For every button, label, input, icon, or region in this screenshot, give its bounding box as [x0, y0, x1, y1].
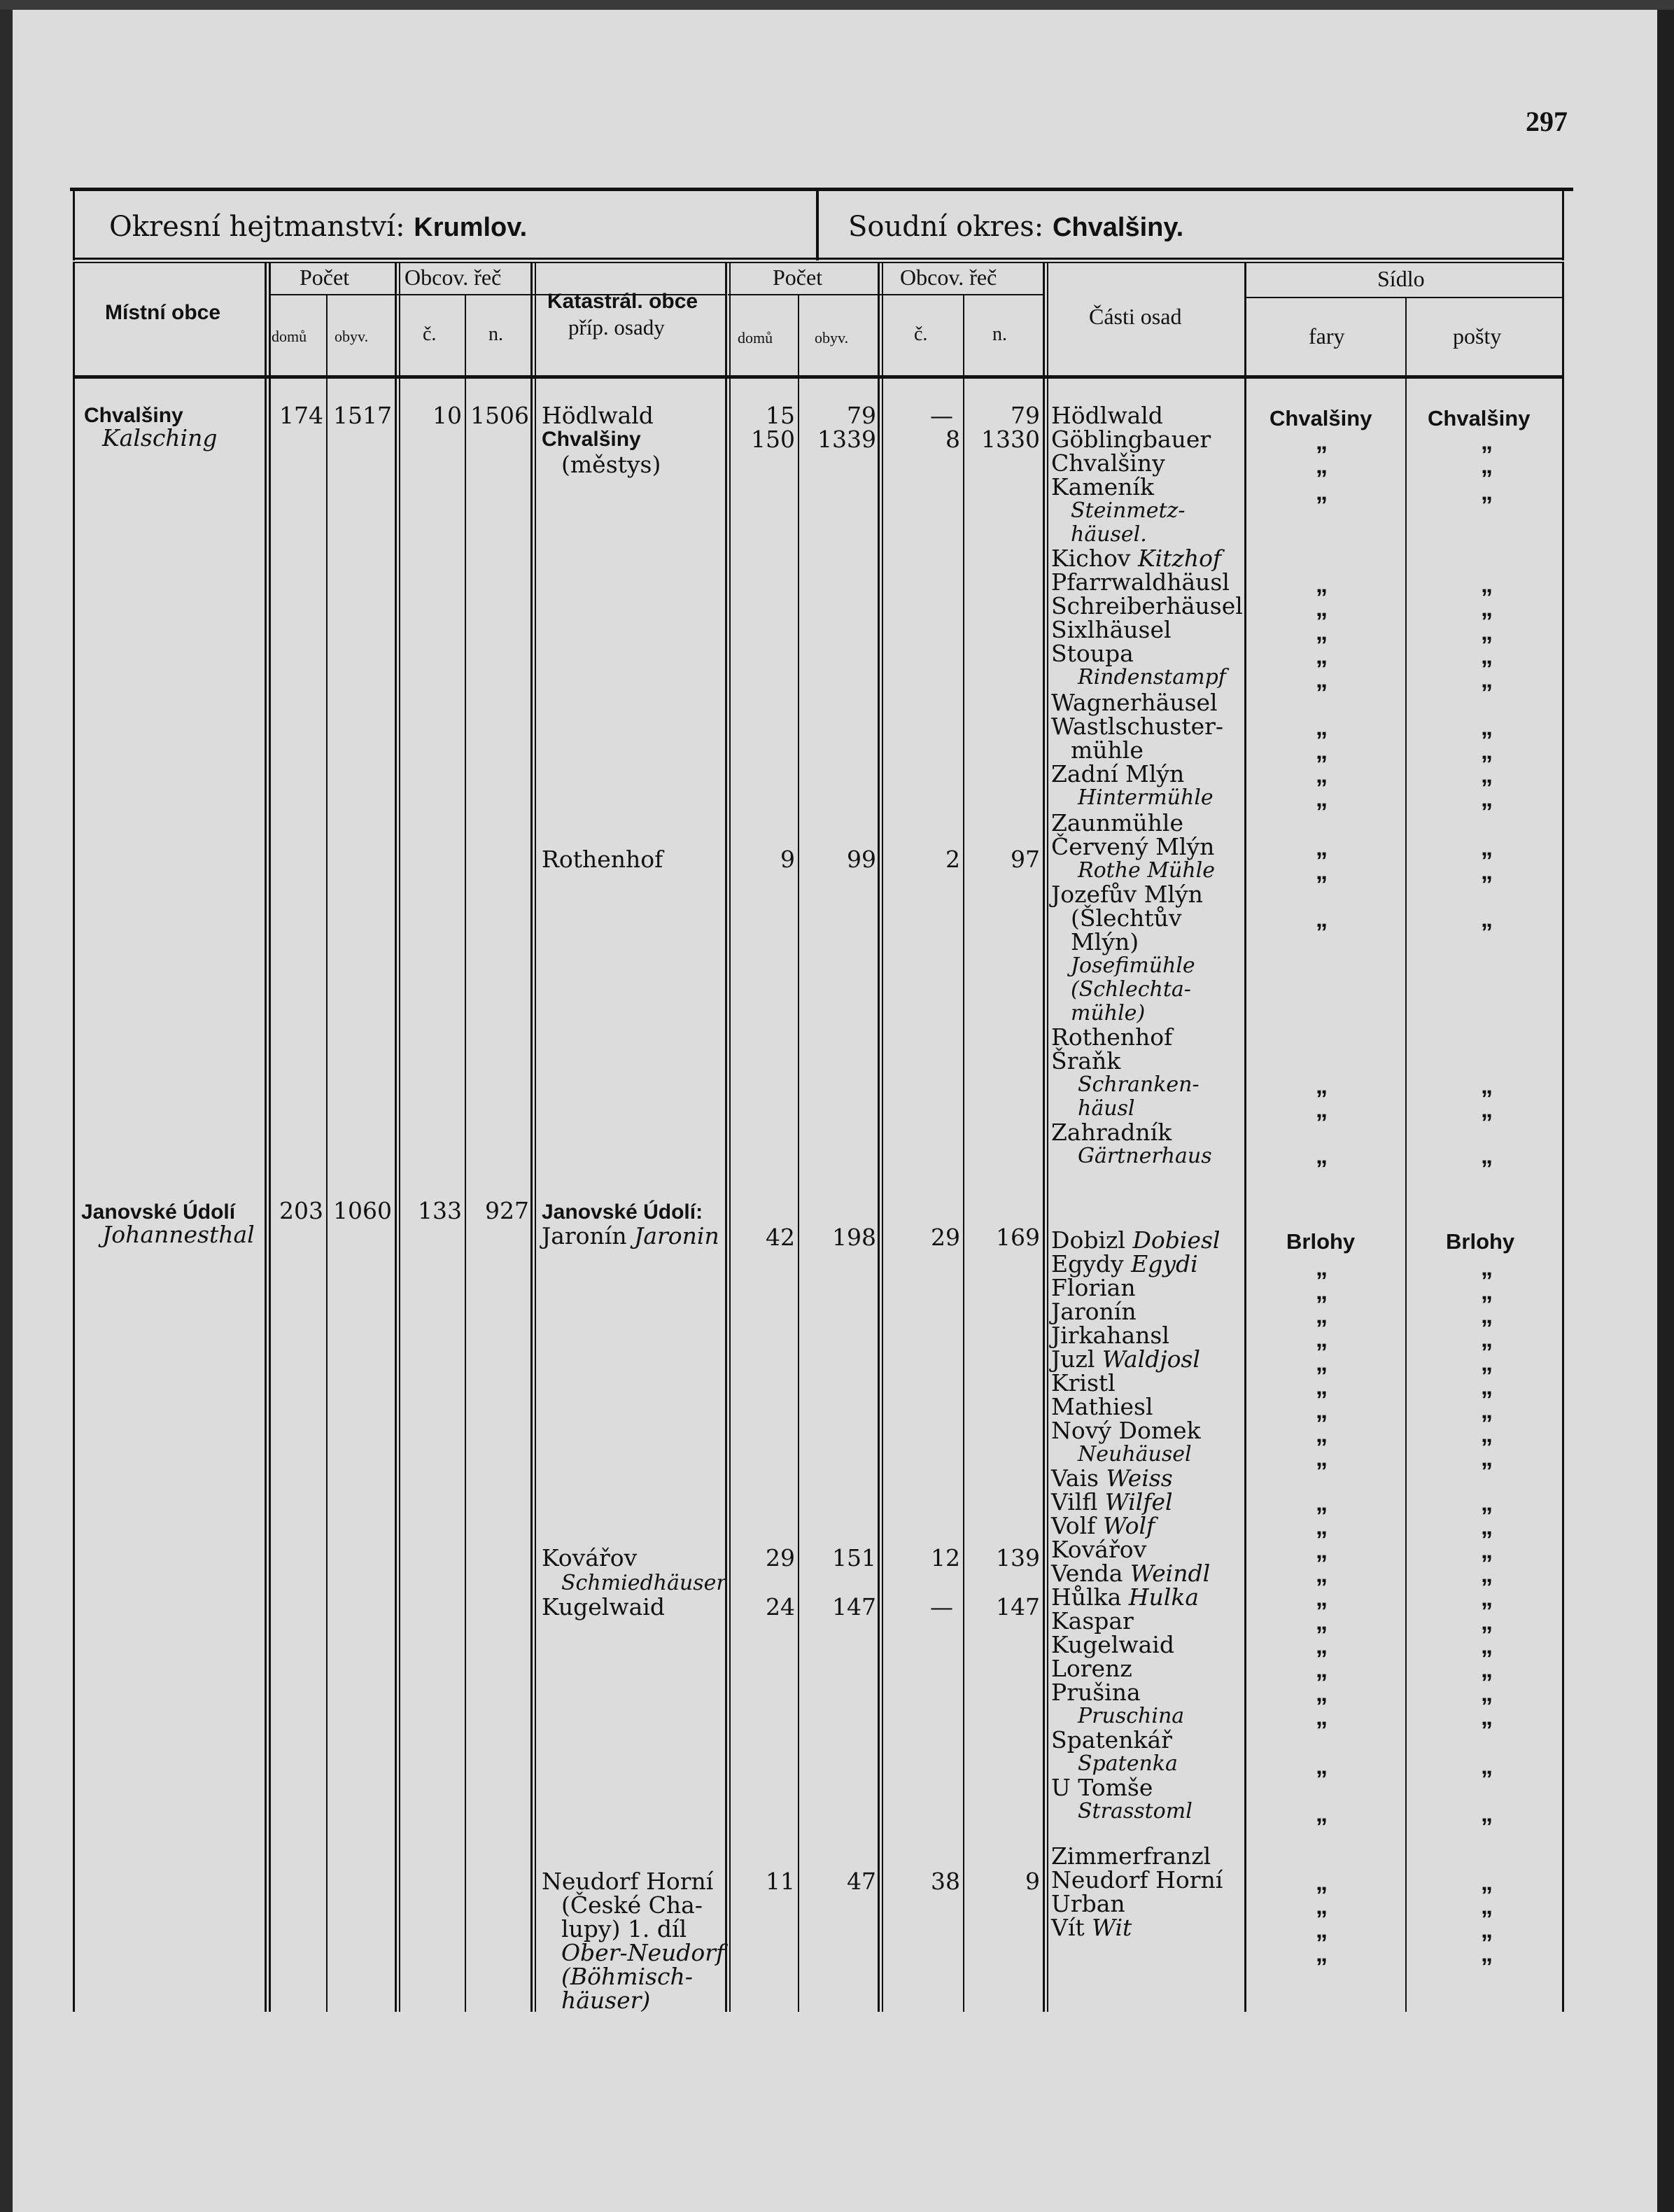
ditto-mark: „ [1481, 1373, 1493, 1400]
part-item: Prušina [1051, 1679, 1141, 1706]
ditto-mark: „ [1481, 428, 1493, 455]
ditto-mark: „ [1481, 666, 1493, 693]
part-item: Hintermühle [1078, 785, 1214, 810]
ditto-mark: „ [1316, 1513, 1328, 1540]
ditto-mark: „ [1316, 1680, 1328, 1707]
scan-edge-left [0, 0, 13, 2212]
ditto-mark: „ [1316, 1278, 1328, 1305]
part-item: Schranken- [1078, 1072, 1200, 1097]
th-c: č. [423, 323, 437, 345]
fary-seat: Chvalšiny [1269, 406, 1372, 430]
col-rule [399, 262, 400, 2012]
cadastral-obyv: 198 [832, 1224, 876, 1251]
district-name: Krumlov. [414, 213, 528, 242]
part-item: Vais Weiss [1051, 1464, 1173, 1492]
part-item: Jirkahansl [1051, 1322, 1169, 1349]
part-item: Kovářov [1051, 1536, 1147, 1563]
th-posty: pošty [1453, 323, 1502, 349]
part-item: (Šlechtův [1071, 904, 1182, 932]
ditto-mark: „ [1481, 738, 1493, 764]
cadastral-c: — [930, 402, 953, 429]
ditto-mark: „ [1481, 595, 1493, 622]
cadastral-line: häuser) [561, 1987, 651, 2014]
part-item: häusl [1078, 1096, 1135, 1121]
cadastral-domu: 24 [766, 1593, 795, 1620]
col-rule [798, 294, 799, 2012]
part-item: Zaunmühle [1051, 809, 1183, 836]
ditto-mark: „ [1481, 619, 1493, 645]
part-item: Hödlwald [1051, 402, 1163, 429]
commune-n: 927 [485, 1197, 529, 1224]
ditto-mark: „ [1316, 858, 1328, 885]
ditto-mark: „ [1481, 906, 1493, 932]
part-item: Josefimühle [1071, 953, 1195, 978]
part-item: Lorenz [1051, 1655, 1132, 1682]
col-rule [725, 262, 727, 2012]
cadastral-name: Kugelwaid [542, 1593, 665, 1620]
part-item: Dobizl Dobiesl [1051, 1226, 1221, 1254]
ditto-mark: „ [1316, 643, 1328, 669]
commune-obyv: 1060 [333, 1197, 392, 1224]
col-rule [326, 294, 328, 2012]
part-german: Egydi [1123, 1250, 1198, 1278]
commune-obyv: 1517 [333, 402, 392, 429]
commune-c: 133 [418, 1197, 462, 1224]
commune-n: 1506 [470, 402, 529, 429]
title-rule-mid [816, 190, 819, 260]
col-rule [729, 262, 731, 2012]
ditto-mark: „ [1481, 1656, 1493, 1683]
cadastral-german: Jaronin [634, 1222, 719, 1250]
title-rule-right [1562, 190, 1564, 260]
ditto-mark: „ [1481, 452, 1493, 479]
part-item: mühle [1071, 736, 1144, 764]
ditto-mark: „ [1481, 1096, 1493, 1123]
ditto-mark: „ [1481, 1917, 1493, 1943]
part-item: Wagnerhäusel [1051, 689, 1218, 716]
ditto-mark: „ [1316, 1445, 1328, 1471]
part-item: Kichov Kitzhof [1051, 545, 1222, 572]
ditto-mark: „ [1316, 1704, 1328, 1730]
ditto-mark: „ [1316, 1609, 1328, 1635]
cadastral-line: (České Cha- [561, 1891, 703, 1919]
cadastral-n: 79 [1011, 402, 1040, 429]
cadastral-obyv: 1339 [817, 426, 876, 453]
ditto-mark: „ [1481, 1704, 1493, 1730]
cadastral-domu: 9 [780, 846, 795, 873]
col-rule [882, 262, 883, 2012]
part-item: mühle) [1071, 1001, 1146, 1026]
part-item: Šraňk [1051, 1047, 1121, 1074]
part-german: Hulka [1121, 1583, 1200, 1611]
th-katastral: Katastrál. obce [547, 290, 698, 313]
ditto-mark: „ [1316, 1561, 1328, 1588]
part-item: Mathiesl [1051, 1393, 1153, 1420]
part-item: Kristl [1051, 1369, 1116, 1396]
cadastral-domu: 11 [766, 1868, 795, 1895]
cadastral-domu: 15 [766, 402, 795, 429]
title-rule-top [70, 188, 1573, 191]
part-item: Urban [1051, 1890, 1125, 1917]
ditto-mark: „ [1316, 1072, 1328, 1099]
part-item: Zimmerfranzl [1051, 1842, 1211, 1870]
ditto-mark: „ [1481, 762, 1493, 788]
col-rule [1244, 262, 1246, 2012]
title-rule-left [73, 190, 75, 260]
col-rule [465, 294, 466, 2012]
ditto-mark: „ [1316, 571, 1328, 598]
ditto-mark: „ [1316, 762, 1328, 788]
cadastral-name: Janovské Údolí: [542, 1200, 703, 1224]
part-item: Červený Mlýn [1051, 833, 1215, 860]
ditto-mark: „ [1316, 834, 1328, 861]
ditto-mark: „ [1481, 1072, 1493, 1099]
cadastral-line: Ober-Neudorf [561, 1939, 725, 1966]
part-item: Spatenkář [1051, 1726, 1172, 1754]
ditto-mark: „ [1316, 1893, 1328, 1919]
ditto-mark: „ [1316, 1632, 1328, 1659]
ditto-mark: „ [1481, 1326, 1493, 1352]
ditto-mark: „ [1316, 1656, 1328, 1683]
col-rule [395, 262, 397, 2012]
part-item: Egydy Egydi [1051, 1250, 1198, 1278]
cadastral-line: (Böhmisch- [561, 1963, 693, 1990]
ditto-mark: „ [1481, 858, 1493, 885]
part-item: Rindenstampf [1078, 665, 1226, 690]
ditto-mark: „ [1481, 785, 1493, 812]
part-item: Florian [1051, 1274, 1136, 1301]
posty-seat: Chvalšiny [1428, 406, 1531, 430]
ditto-mark: „ [1316, 1585, 1328, 1611]
part-item: Gärtnerhaus [1078, 1144, 1212, 1168]
page-number: 297 [1526, 106, 1568, 137]
commune-name: Chvalšiny [84, 404, 183, 427]
ditto-mark: „ [1481, 1940, 1493, 1967]
cadastral-name: Rothenhof [542, 846, 663, 873]
part-item: Neuhäusel [1078, 1442, 1192, 1466]
ditto-mark: „ [1481, 643, 1493, 669]
part-item: häusel. [1071, 522, 1147, 547]
part-german: Weindl [1123, 1560, 1211, 1587]
ditto-mark: „ [1316, 1421, 1328, 1448]
part-item: Wastlschuster- [1051, 713, 1224, 740]
part-item: Göblingbauer [1051, 426, 1211, 453]
cadastral-c: — [930, 1593, 953, 1620]
cadastral-sub: (městys) [561, 451, 661, 478]
ditto-mark: „ [1316, 785, 1328, 812]
ditto-mark: „ [1481, 1513, 1493, 1540]
th-domu: domů [272, 328, 307, 345]
part-item: U Tomše [1051, 1774, 1153, 1801]
part-item: Pfarrwaldhäusl [1051, 568, 1230, 596]
court-label: Soudní okres: Chvalšiny. [848, 211, 1184, 243]
part-german: Wilfel [1097, 1488, 1173, 1516]
ditto-mark: „ [1481, 1753, 1493, 1779]
cadastral-name: Kovářov [542, 1544, 638, 1572]
th-rule-sub2 [728, 294, 1043, 295]
part-item: Neudorf Horní [1051, 1866, 1223, 1893]
part-german: Waldjosl [1095, 1345, 1200, 1373]
part-item: Kaspar [1051, 1607, 1134, 1634]
part-item: (Schlechta- [1071, 977, 1191, 1002]
ditto-mark: „ [1316, 595, 1328, 622]
ditto-mark: „ [1481, 1869, 1493, 1896]
th-pocet: Počet [300, 265, 350, 290]
cadastral-c: 2 [945, 846, 960, 873]
part-item: Vilfl Wilfel [1051, 1488, 1173, 1516]
ditto-mark: „ [1481, 1585, 1493, 1611]
ditto-mark: „ [1481, 714, 1493, 741]
cadastral-obyv: 47 [847, 1868, 876, 1895]
ditto-mark: „ [1481, 1421, 1493, 1448]
district-label: Okresní hejtmanství: Krumlov. [109, 211, 528, 243]
part-german: Wit [1084, 1914, 1132, 1941]
ditto-mark: „ [1316, 479, 1328, 505]
part-item: Schreiberhäusel [1051, 592, 1243, 620]
part-item: Rothe Mühle [1078, 858, 1216, 883]
ditto-mark: „ [1316, 714, 1328, 741]
scan-edge-right [1657, 0, 1674, 2212]
th-c-2: č. [914, 323, 928, 345]
ditto-mark: „ [1481, 1490, 1493, 1516]
ditto-mark: „ [1316, 1254, 1328, 1281]
ditto-mark: „ [1316, 1142, 1328, 1169]
ditto-mark: „ [1481, 1537, 1493, 1564]
ditto-mark: „ [1481, 1278, 1493, 1305]
cadastral-name: Jaronín Jaronin [542, 1222, 719, 1250]
cadastral-obyv: 79 [847, 402, 876, 429]
cadastral-name: Hödlwald [542, 402, 654, 429]
th-obyv: obyv. [335, 328, 369, 345]
part-item: Nový Domek [1051, 1417, 1201, 1444]
part-item: Kameník [1051, 473, 1154, 500]
cadastral-c: 38 [931, 1868, 960, 1895]
part-german: Dobiesl [1125, 1226, 1221, 1254]
col-rule [530, 262, 533, 2012]
part-item: Spatenka [1078, 1751, 1178, 1776]
ditto-mark: „ [1481, 1445, 1493, 1471]
ditto-mark: „ [1481, 1632, 1493, 1659]
cadastral-domu: 150 [751, 426, 795, 453]
cadastral-n: 169 [996, 1224, 1040, 1251]
ditto-mark: „ [1316, 1490, 1328, 1516]
cadastral-name: Chvalšiny [542, 428, 641, 451]
scan-edge-top [0, 0, 1674, 10]
title-rule-bottom2 [73, 262, 1563, 263]
col-rule [535, 262, 536, 2012]
commune-domu: 203 [279, 1197, 323, 1224]
part-german: Kitzhof [1130, 545, 1222, 572]
th-mistni-obce: Místní obce [105, 301, 221, 324]
part-item: Steinmetz- [1071, 498, 1186, 523]
part-item: Venda Weindl [1051, 1560, 1211, 1587]
ditto-mark: „ [1481, 1302, 1493, 1329]
ditto-mark: „ [1316, 1302, 1328, 1329]
part-item: Strasstoml [1078, 1799, 1193, 1823]
ditto-mark: „ [1481, 1680, 1493, 1707]
ditto-mark: „ [1481, 1893, 1493, 1919]
th-obcov: Obcov. řeč [405, 265, 502, 290]
ditto-mark: „ [1316, 1869, 1328, 1896]
col-rule [1405, 297, 1407, 2012]
ditto-mark: „ [1316, 619, 1328, 645]
cadastral-n: 139 [996, 1544, 1040, 1572]
cadastral-n: 97 [1011, 846, 1040, 873]
part-item: Vít Wit [1051, 1914, 1132, 1941]
commune-german: Kalsching [102, 424, 218, 451]
part-item: Jaronín [1051, 1298, 1137, 1325]
col-rule [878, 262, 880, 2012]
cadastral-obyv: 151 [832, 1544, 876, 1572]
commune-german: Johannesthal [102, 1221, 255, 1248]
commune-c: 10 [432, 402, 462, 429]
th-sidlo: Sídlo [1377, 266, 1425, 291]
ditto-mark: „ [1316, 1326, 1328, 1352]
part-item: Mlýn) [1071, 928, 1139, 955]
ditto-mark: „ [1316, 1096, 1328, 1123]
part-item: Kugelwaid [1051, 1631, 1174, 1658]
part-german: Weiss [1098, 1464, 1173, 1492]
part-item: Rothenhof [1051, 1023, 1173, 1051]
part-item: Hůlka Hulka [1051, 1583, 1200, 1611]
part-item: Stoupa [1051, 640, 1134, 667]
ditto-mark: „ [1481, 479, 1493, 505]
th-casti-osad: Části osad [1089, 304, 1182, 329]
cadastral-obyv: 147 [832, 1593, 876, 1620]
th-n: n. [488, 323, 503, 345]
ditto-mark: „ [1481, 1397, 1493, 1424]
th-domu-2: domů [738, 329, 773, 346]
ditto-mark: „ [1316, 1537, 1328, 1564]
ditto-mark: „ [1481, 1561, 1493, 1588]
part-item: Zadní Mlýn [1051, 760, 1185, 788]
cadastral-german: Schmiedhäuser [561, 1571, 726, 1595]
part-item: Sixlhäusel [1051, 616, 1172, 643]
cadastral-n: 1330 [981, 426, 1040, 453]
th-obcov-2: Obcov. řeč [900, 265, 997, 290]
ditto-mark: „ [1316, 738, 1328, 764]
cadastral-domu: 42 [766, 1224, 795, 1251]
ditto-mark: „ [1481, 1609, 1493, 1635]
th-obyv-2: obyv. [815, 329, 849, 346]
col-rule [269, 262, 271, 2012]
commune-domu: 174 [279, 402, 323, 429]
part-item: Juzl Waldjosl [1051, 1345, 1200, 1373]
ditto-mark: „ [1481, 1254, 1493, 1281]
ditto-mark: „ [1481, 571, 1493, 598]
cadastral-obyv: 99 [847, 846, 876, 873]
col-rule [265, 262, 267, 2012]
ditto-mark: „ [1316, 1350, 1328, 1376]
col-rule [1047, 262, 1048, 2012]
ditto-mark: „ [1481, 1142, 1493, 1169]
fary-seat: Brlohy [1286, 1229, 1356, 1254]
ditto-mark: „ [1481, 834, 1493, 861]
part-german: Wolf [1095, 1512, 1155, 1539]
ditto-mark: „ [1316, 666, 1328, 693]
th-katastral-2: příp. osady [568, 315, 665, 340]
posty-seat: Brlohy [1446, 1229, 1515, 1254]
th-n-2: n. [992, 323, 1007, 345]
court-name: Chvalšiny. [1052, 213, 1184, 242]
th-rule-right [1562, 262, 1564, 2012]
ditto-mark: „ [1316, 906, 1328, 932]
col-rule [1043, 262, 1045, 2012]
ditto-mark: „ [1316, 1917, 1328, 1943]
th-rule-sub3 [1246, 297, 1562, 298]
ditto-mark: „ [1481, 1800, 1493, 1827]
col-rule [963, 294, 964, 2012]
ditto-mark: „ [1316, 428, 1328, 455]
part-item: Pruschina [1078, 1704, 1185, 1728]
ditto-mark: „ [1316, 452, 1328, 479]
ditto-mark: „ [1316, 1753, 1328, 1779]
th-fary: fary [1309, 323, 1345, 349]
ditto-mark: „ [1316, 1373, 1328, 1400]
cadastral-line: lupy) 1. díl [561, 1915, 687, 1942]
cadastral-c: 12 [931, 1544, 960, 1572]
ditto-mark: „ [1316, 1940, 1328, 1967]
cadastral-n: 9 [1025, 1868, 1040, 1895]
commune-name: Janovské Údolí [81, 1200, 236, 1224]
part-item: Chvalšiny [1051, 449, 1165, 477]
cadastral-domu: 29 [766, 1544, 795, 1572]
ditto-mark: „ [1316, 1800, 1328, 1827]
title-rule-bottom [73, 258, 1563, 260]
ditto-mark: „ [1316, 1397, 1328, 1424]
part-item: Jozefův Mlýn [1051, 881, 1203, 908]
cadastral-c: 29 [931, 1224, 960, 1251]
cadastral-c: 8 [945, 426, 960, 453]
part-item: Zahradník [1051, 1119, 1172, 1146]
cadastral-name: Neudorf Horní [542, 1868, 714, 1895]
cadastral-n: 147 [996, 1593, 1040, 1620]
th-pocet-2: Počet [773, 265, 823, 290]
th-rule-bottom [73, 375, 1562, 379]
th-rule-left [73, 262, 75, 2012]
ditto-mark: „ [1481, 1350, 1493, 1376]
part-item: Volf Wolf [1051, 1512, 1155, 1539]
